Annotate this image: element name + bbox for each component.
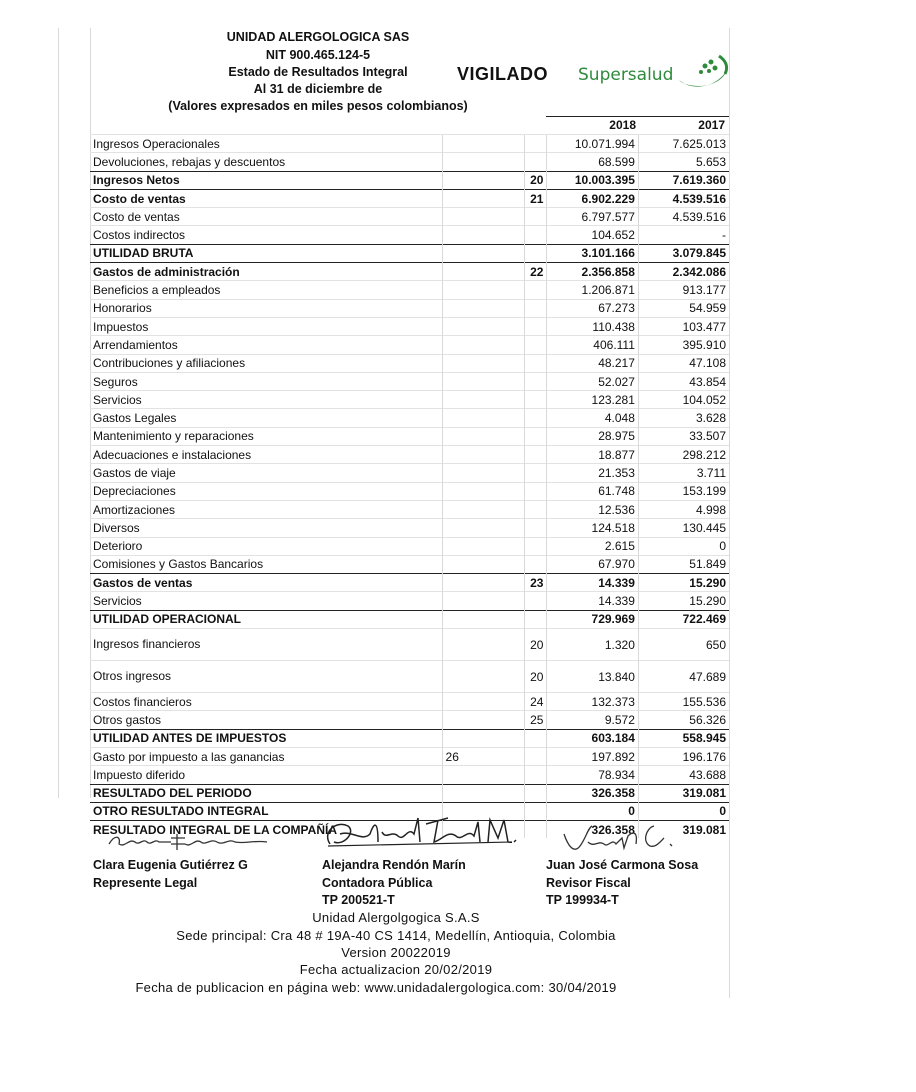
row-value-2017: 3.711 <box>638 464 729 482</box>
row-value-2018: 21.353 <box>547 464 638 482</box>
vigilado-label: VIGILADO <box>457 64 549 84</box>
row-value-2018: 123.281 <box>547 391 638 409</box>
table-row <box>90 244 729 262</box>
table-row <box>90 317 729 335</box>
row-note <box>524 299 547 317</box>
row-value-2018: 197.892 <box>547 747 638 765</box>
row-value-2017: 15.290 <box>638 574 729 592</box>
row-note <box>524 821 547 839</box>
row-value-2017: 3.079.845 <box>638 244 729 262</box>
row-label: Diversos <box>90 519 442 537</box>
supersalud-brand: Supersalud <box>578 65 674 85</box>
row-note <box>524 729 547 747</box>
table-row <box>90 537 729 555</box>
row-tax-note <box>442 661 524 693</box>
row-value-2018: 13.840 <box>547 661 638 693</box>
signature-clara <box>105 826 275 854</box>
signatory-name: Juan José Carmona Sosa <box>546 858 699 872</box>
row-note <box>524 317 547 335</box>
statement-date: Al 31 de diciembre de <box>253 82 383 96</box>
row-value-2018: 68.599 <box>547 153 638 171</box>
row-value-2017: 3.628 <box>638 409 729 427</box>
row-note <box>524 592 547 610</box>
row-value-2018: 9.572 <box>547 711 638 729</box>
row-tax-note <box>442 446 524 464</box>
row-label: Gastos de viaje <box>90 464 442 482</box>
row-label: Gastos de administración <box>90 263 442 281</box>
row-tax-note <box>442 537 524 555</box>
row-tax-note <box>442 555 524 573</box>
row-value-2017: 196.176 <box>638 747 729 765</box>
table-row <box>90 482 729 500</box>
row-label: Servicios <box>90 592 442 610</box>
row-value-2018: 3.101.166 <box>547 244 638 262</box>
row-label: Honorarios <box>90 299 442 317</box>
row-label: Amortizaciones <box>90 500 442 518</box>
row-label: Depreciaciones <box>90 482 442 500</box>
row-value-2017: 7.625.013 <box>638 135 729 153</box>
statement-title: Estado de Resultados Integral <box>228 65 408 79</box>
row-tax-note <box>442 610 524 628</box>
row-tax-note <box>442 464 524 482</box>
row-value-2017: 722.469 <box>638 610 729 628</box>
row-value-2017: 2.342.086 <box>638 263 729 281</box>
table-row <box>90 500 729 518</box>
row-tax-note <box>442 372 524 390</box>
signatory-role: Represente Legal <box>93 876 198 890</box>
table-row <box>90 171 729 189</box>
row-tax-note <box>442 574 524 592</box>
row-value-2018: 61.748 <box>547 482 638 500</box>
row-tax-note <box>442 482 524 500</box>
row-value-2017: 47.689 <box>638 661 729 693</box>
row-label: Contribuciones y afiliaciones <box>90 354 442 372</box>
row-value-2017: 33.507 <box>638 427 729 445</box>
row-label: Deterioro <box>90 537 442 555</box>
table-row <box>90 354 729 372</box>
row-tax-note <box>442 317 524 335</box>
row-note <box>524 482 547 500</box>
table-row <box>90 391 729 409</box>
row-value-2018: 10.003.395 <box>547 171 638 189</box>
row-value-2017: 43.854 <box>638 372 729 390</box>
row-note <box>524 281 547 299</box>
row-label: Otros ingresos <box>90 661 442 693</box>
row-value-2018: 18.877 <box>547 446 638 464</box>
row-value-2017: 0 <box>638 537 729 555</box>
row-tax-note <box>442 711 524 729</box>
row-tax-note <box>442 171 524 189</box>
row-tax-note <box>442 592 524 610</box>
row-label: Gastos Legales <box>90 409 442 427</box>
row-value-2018: 326.358 <box>547 784 638 802</box>
row-label: Adecuaciones e instalaciones <box>90 446 442 464</box>
row-label: RESULTADO INTEGRAL DE LA COMPAÑÍA <box>90 821 442 839</box>
table-row <box>90 446 729 464</box>
row-note: 21 <box>524 189 547 207</box>
footer-version: Version 20022019 <box>341 945 451 960</box>
row-value-2017: 103.477 <box>638 317 729 335</box>
row-label: Seguros <box>90 372 442 390</box>
row-label: Devoluciones, rebajas y descuentos <box>90 153 442 171</box>
row-label: Ingresos financieros <box>90 629 442 661</box>
table-row <box>90 629 729 661</box>
row-value-2018: 52.027 <box>547 372 638 390</box>
row-tax-note <box>442 519 524 537</box>
row-tax-note <box>442 693 524 711</box>
row-note <box>524 427 547 445</box>
row-label: RESULTADO DEL PERIODO <box>90 784 442 802</box>
row-tax-note <box>442 244 524 262</box>
table-row <box>90 299 729 317</box>
row-label: UTILIDAD OPERACIONAL <box>90 610 442 628</box>
row-note: 20 <box>524 661 547 693</box>
row-value-2017: 4.539.516 <box>638 208 729 226</box>
row-value-2018: 14.339 <box>547 574 638 592</box>
row-value-2018: 2.615 <box>547 537 638 555</box>
row-value-2017: 0 <box>638 802 729 820</box>
row-value-2017: 913.177 <box>638 281 729 299</box>
row-note <box>524 747 547 765</box>
row-value-2017: 4.539.516 <box>638 189 729 207</box>
signatory-tp: TP 200521-T <box>322 893 395 907</box>
row-label: Impuestos <box>90 317 442 335</box>
row-label: Ingresos Operacionales <box>90 135 442 153</box>
row-note <box>524 802 547 820</box>
row-note <box>524 153 547 171</box>
table-row <box>90 372 729 390</box>
table-row <box>90 661 729 693</box>
table-row <box>90 263 729 281</box>
row-note <box>524 391 547 409</box>
row-note <box>524 464 547 482</box>
row-note <box>524 135 547 153</box>
row-label: Costo de ventas <box>90 189 442 207</box>
grid-line <box>729 28 730 998</box>
row-tax-note <box>442 729 524 747</box>
row-label: Servicios <box>90 391 442 409</box>
footer-updated: Fecha actualizacion 20/02/2019 <box>299 962 493 977</box>
table-row <box>90 135 729 153</box>
row-note <box>524 354 547 372</box>
row-note <box>524 784 547 802</box>
table-row <box>90 592 729 610</box>
footer-address: Sede principal: Cra 48 # 19A-40 CS 1414, Medellín, Antioquia, Colombia <box>176 928 616 943</box>
row-value-2018: 28.975 <box>547 427 638 445</box>
company-name: UNIDAD ALERGOLOGICA SAS <box>226 30 410 44</box>
row-note <box>524 446 547 464</box>
row-note: 20 <box>524 171 547 189</box>
row-value-2017: 56.326 <box>638 711 729 729</box>
table-row <box>90 281 729 299</box>
row-value-2018: 14.339 <box>547 592 638 610</box>
signatory-name: Alejandra Rendón Marín <box>322 858 466 872</box>
row-label: Gasto por impuesto a las ganancias <box>90 747 442 765</box>
row-value-2017: 15.290 <box>638 592 729 610</box>
table-row <box>90 153 729 171</box>
signatory-role: Revisor Fiscal <box>546 876 631 890</box>
table-row <box>90 766 729 784</box>
row-note <box>524 766 547 784</box>
row-value-2017: 54.959 <box>638 299 729 317</box>
signatory-name: Clara Eugenia Gutiérrez G <box>93 858 248 872</box>
table-row <box>90 336 729 354</box>
signatory-tp: TP 199934-T <box>546 893 619 907</box>
signature-alejandra <box>322 812 522 852</box>
table-row <box>90 427 729 445</box>
row-label: Beneficios a empleados <box>90 281 442 299</box>
row-value-2017: 155.536 <box>638 693 729 711</box>
row-tax-note <box>442 135 524 153</box>
row-value-2018: 132.373 <box>547 693 638 711</box>
income-statement-table <box>90 134 729 838</box>
row-value-2017: 5.653 <box>638 153 729 171</box>
row-note: 20 <box>524 629 547 661</box>
row-note <box>524 372 547 390</box>
row-value-2018: 124.518 <box>547 519 638 537</box>
row-tax-note <box>442 208 524 226</box>
row-tax-note <box>442 500 524 518</box>
table-row <box>90 784 729 802</box>
table-row <box>90 208 729 226</box>
row-value-2018: 729.969 <box>547 610 638 628</box>
row-label: Arrendamientos <box>90 336 442 354</box>
row-value-2018: 67.273 <box>547 299 638 317</box>
row-value-2017: 395.910 <box>638 336 729 354</box>
row-value-2017: 43.688 <box>638 766 729 784</box>
row-value-2017: 130.445 <box>638 519 729 537</box>
row-value-2018: 1.320 <box>547 629 638 661</box>
row-label: Costos financieros <box>90 693 442 711</box>
row-label: UTILIDAD ANTES DE IMPUESTOS <box>90 729 442 747</box>
row-tax-note <box>442 263 524 281</box>
row-tax-note <box>442 784 524 802</box>
supersalud-logo-icon <box>675 50 731 90</box>
row-value-2018: 6.797.577 <box>547 208 638 226</box>
table-row <box>90 555 729 573</box>
table-row <box>90 226 729 244</box>
row-value-2018: 12.536 <box>547 500 638 518</box>
table-row <box>90 693 729 711</box>
row-value-2018: 48.217 <box>547 354 638 372</box>
row-value-2018: 2.356.858 <box>547 263 638 281</box>
row-value-2018: 1.206.871 <box>547 281 638 299</box>
table-row <box>90 189 729 207</box>
table-row <box>90 610 729 628</box>
table-row <box>90 574 729 592</box>
row-tax-note <box>442 189 524 207</box>
row-note: 22 <box>524 263 547 281</box>
row-value-2018: 10.071.994 <box>547 135 638 153</box>
year-2017-header: 2017 <box>640 116 729 134</box>
row-tax-note <box>442 153 524 171</box>
table-row <box>90 409 729 427</box>
table-row <box>90 747 729 765</box>
row-value-2017: 298.212 <box>638 446 729 464</box>
row-value-2017: 558.945 <box>638 729 729 747</box>
row-value-2017: 319.081 <box>638 784 729 802</box>
row-value-2017: 4.998 <box>638 500 729 518</box>
row-tax-note <box>442 629 524 661</box>
signatory-role: Contadora Pública <box>322 876 433 890</box>
signature-juan <box>558 818 688 858</box>
row-value-2017: 650 <box>638 629 729 661</box>
row-label: Impuesto diferido <box>90 766 442 784</box>
row-tax-note: 26 <box>442 747 524 765</box>
units-note: (Valores expresados en miles pesos colombianos) <box>168 99 468 113</box>
row-value-2018: 104.652 <box>547 226 638 244</box>
row-tax-note <box>442 409 524 427</box>
row-note <box>524 500 547 518</box>
row-label: Costos indirectos <box>90 226 442 244</box>
row-note <box>524 336 547 354</box>
table-row <box>90 519 729 537</box>
row-note <box>524 208 547 226</box>
footer-published: Fecha de publicacion en página web: www.unidadalergologica.com: 30/04/2019 <box>135 980 617 995</box>
row-tax-note <box>442 427 524 445</box>
table-row <box>90 464 729 482</box>
row-note: 25 <box>524 711 547 729</box>
row-tax-note <box>442 336 524 354</box>
row-value-2018: 0 <box>547 802 638 820</box>
row-value-2018: 67.970 <box>547 555 638 573</box>
footer-company: Unidad Alergolgogica S.A.S <box>312 910 480 925</box>
row-value-2018: 406.111 <box>547 336 638 354</box>
table-row <box>90 711 729 729</box>
row-tax-note <box>442 766 524 784</box>
row-label: Otros gastos <box>90 711 442 729</box>
row-note <box>524 244 547 262</box>
row-tax-note <box>442 391 524 409</box>
row-label: Comisiones y Gastos Bancarios <box>90 555 442 573</box>
row-value-2018: 110.438 <box>547 317 638 335</box>
row-value-2017: 319.081 <box>638 821 729 839</box>
row-value-2017: 47.108 <box>638 354 729 372</box>
row-note: 23 <box>524 574 547 592</box>
row-note <box>524 409 547 427</box>
row-note <box>524 537 547 555</box>
row-value-2018: 4.048 <box>547 409 638 427</box>
row-label: Mantenimiento y reparaciones <box>90 427 442 445</box>
row-value-2017: 51.849 <box>638 555 729 573</box>
row-value-2017: 7.619.360 <box>638 171 729 189</box>
row-label: UTILIDAD BRUTA <box>90 244 442 262</box>
row-value-2017: 153.199 <box>638 482 729 500</box>
row-label: Costo de ventas <box>90 208 442 226</box>
year-2018-header: 2018 <box>546 116 640 134</box>
row-note: 24 <box>524 693 547 711</box>
row-tax-note <box>442 354 524 372</box>
row-note <box>524 519 547 537</box>
row-value-2018: 6.902.229 <box>547 189 638 207</box>
row-note <box>524 226 547 244</box>
table-row <box>90 729 729 747</box>
row-label: OTRO RESULTADO INTEGRAL <box>90 802 442 820</box>
row-value-2018: 603.184 <box>547 729 638 747</box>
row-label: Ingresos Netos <box>90 171 442 189</box>
company-nit: NIT 900.465.124-5 <box>265 48 371 62</box>
row-value-2018: 326.358 <box>547 821 638 839</box>
row-value-2017: 104.052 <box>638 391 729 409</box>
row-tax-note <box>442 226 524 244</box>
row-tax-note <box>442 299 524 317</box>
row-note <box>524 610 547 628</box>
row-note <box>524 555 547 573</box>
row-label: Gastos de ventas <box>90 574 442 592</box>
grid-line <box>58 28 59 798</box>
row-value-2017: - <box>638 226 729 244</box>
row-tax-note <box>442 281 524 299</box>
row-value-2018: 78.934 <box>547 766 638 784</box>
